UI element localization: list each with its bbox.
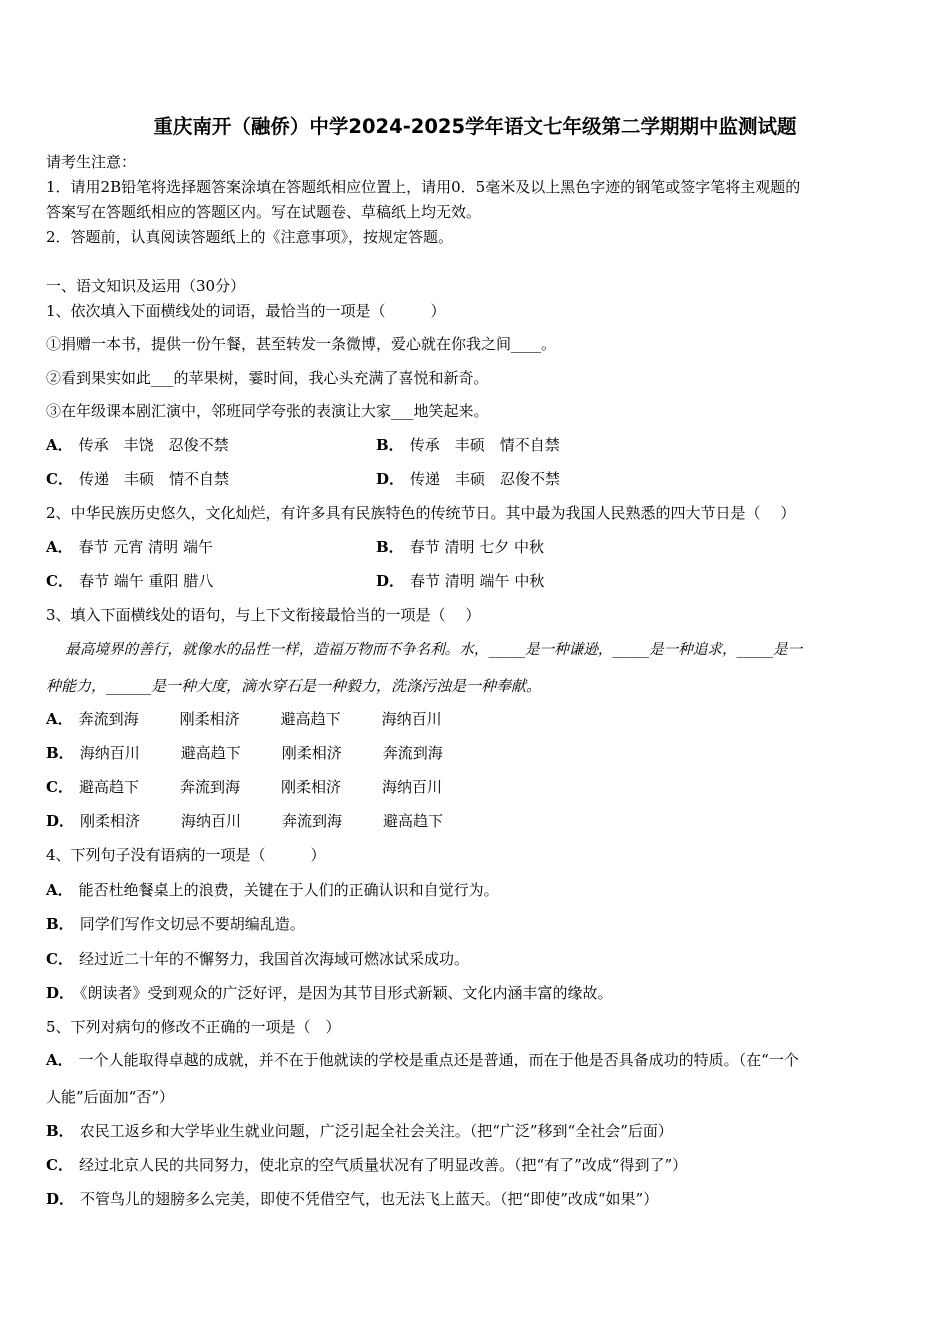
question-1-sentence-2: ②看到果实如此___的苹果树，霎时间，我心头充满了喜悦和新奇。 (46, 369, 489, 387)
option-letter: C． (46, 1156, 73, 1174)
question-5-option-d (46, 1189, 658, 1209)
option-phrase: 奔流到海 (78, 710, 139, 728)
question-1-option-c (46, 469, 229, 489)
option-text: 春节 端午 重阳 腊八 (78, 572, 214, 590)
question-4-option-b (46, 914, 305, 934)
option-letter: B． (46, 915, 74, 933)
option-text: 《朗读者》受到观众的广泛好评，是因为其节目形式新颖、文化内涵丰富的缘故。 (80, 984, 613, 1002)
option-letter: A． (46, 436, 73, 454)
question-1-option-a (46, 435, 229, 455)
option-letter: C． (46, 950, 73, 968)
option-letter: D． (46, 1190, 75, 1208)
option-phrase: 避高趋下 (180, 744, 241, 762)
question-5-option-a (46, 1050, 799, 1070)
question-3-option-b (46, 743, 443, 763)
option-phrase: 刚柔相济 (80, 812, 141, 830)
option-text: 不管鸟儿的翅膀多么完美，即使不凭借空气，也无法飞上蓝天。（把“即使”改成“如果”） (80, 1190, 659, 1208)
option-text: 一个人能取得卓越的成就，并不在于他就读的学校是重点还是普通，而在于他是否具备成功的特质。（在“一个 (78, 1051, 799, 1069)
option-text: 传递 丰硕 情不自禁 (78, 470, 229, 488)
question-4-option-c (46, 949, 469, 969)
question-2-option-a (46, 537, 213, 557)
option-phrase: 刚柔相济 (281, 744, 342, 762)
option-letter: A． (46, 710, 73, 728)
question-3-option-a (46, 709, 442, 729)
option-letter: A． (46, 1051, 73, 1069)
question-4-option-a (46, 880, 499, 900)
option-phrase: 奔流到海 (382, 744, 443, 762)
option-letter: D． (46, 984, 75, 1002)
question-3-option-c (46, 777, 442, 797)
option-letter: B． (46, 1122, 74, 1140)
question-2-stem: 2、中华民族历史悠久，文化灿烂，有许多具有民族特色的传统节日。其中最为我国人民熟悉的四大节日是（ ） (46, 504, 796, 522)
question-5-stem: 5、下列对病句的修改不正确的一项是（ ） (46, 1018, 341, 1036)
option-phrase: 避高趋下 (280, 710, 341, 728)
notice-item-1-line-1: 1．请用2B铅笔将选择题答案涂填在答题纸相应位置上，请用0．5毫米及以上黑色字迹的钢笔或签字笔将主观题的 (46, 178, 801, 196)
notice-heading: 请考生注意： (46, 153, 137, 171)
question-3-stem: 3、填入下面横线处的语句，与上下文衔接最恰当的一项是（ ） (46, 606, 481, 624)
option-letter: D． (376, 470, 405, 488)
question-5-option-c (46, 1155, 687, 1175)
question-2-option-c (46, 571, 213, 591)
question-3-passage-line-2: 种能力，______是一种大度，滴水穿石是一种毅力，洗涤污浊是一种奉献。 (46, 677, 542, 695)
option-phrase: 避高趋下 (383, 812, 444, 830)
question-2-option-d (376, 571, 544, 591)
option-text: 经过北京人民的共同努力，使北京的空气质量状况有了明显改善。（把“有了”改成“得到了”） (78, 1156, 688, 1174)
notice-item-1-line-2: 答案写在答题纸相应的答题区内。写在试题卷、草稿纸上均无效。 (46, 203, 482, 221)
option-letter: C． (46, 470, 73, 488)
section-heading: 一、语文知识及运用（30分） (46, 277, 246, 295)
option-phrase: 奔流到海 (179, 778, 240, 796)
option-letter: D． (46, 812, 75, 830)
option-text: 春节 元宵 清明 端午 (78, 538, 213, 556)
option-text: 春节 清明 七夕 中秋 (409, 538, 544, 556)
option-phrase: 海纳百川 (181, 812, 242, 830)
option-text: 农民工返乡和大学毕业生就业问题，广泛引起全社会关注。（把“广泛”移到“全社会”后面） (79, 1122, 673, 1140)
option-phrase: 避高趋下 (78, 778, 139, 796)
option-phrase: 刚柔相济 (280, 778, 341, 796)
question-4-option-d (46, 983, 613, 1003)
option-letter: A． (46, 538, 73, 556)
question-3-option-d (46, 811, 443, 831)
option-text: 传承 丰饶 忍俊不禁 (78, 436, 229, 454)
option-text: 经过近二十年的不懈努力，我国首次海域可燃冰试采成功。 (78, 950, 469, 968)
option-letter: C． (46, 778, 73, 796)
question-1-stem: 1、依次填入下面横线处的词语，最恰当的一项是（ ） (46, 302, 446, 320)
option-phrase: 奔流到海 (282, 812, 343, 830)
question-1-option-d (376, 469, 560, 489)
question-1-option-b (376, 435, 560, 455)
option-letter: A． (46, 881, 73, 899)
question-1-sentence-1: ①捐赠一本书，提供一份午餐，甚至转发一条微博，爱心就在你我之间____。 (46, 335, 557, 353)
question-5-option-b (46, 1121, 673, 1141)
option-phrase: 海纳百川 (381, 710, 442, 728)
question-3-passage-line-1: 最高境界的善行，就像水的品性一样，造福万物而不争名利。水，_____是一种谦逊，_____是一种追求，_____是一 (46, 641, 803, 658)
option-letter: C． (46, 572, 73, 590)
notice-item-2: 2．答题前，认真阅读答题纸上的《注意事项》，按规定答题。 (46, 228, 454, 246)
option-text: 传承 丰硕 情不自禁 (409, 436, 560, 454)
question-1-sentence-3: ③在年级课本剧汇演中，邻班同学夸张的表演让大家___地笑起来。 (46, 402, 489, 420)
option-text: 春节 清明 端午 中秋 (410, 572, 545, 590)
option-letter: B． (376, 436, 404, 454)
option-text: 同学们写作文切忌不要胡编乱造。 (79, 915, 305, 933)
question-4-stem: 4、下列句子没有语病的一项是（ ） (46, 846, 326, 864)
option-phrase: 海纳百川 (381, 778, 442, 796)
option-text: 能否杜绝餐桌上的浪费，关键在于人们的正确认识和自觉行为。 (78, 881, 499, 899)
option-phrase: 海纳百川 (79, 744, 140, 762)
option-letter: B． (46, 744, 74, 762)
option-text: 传递 丰硕 忍俊不禁 (410, 470, 561, 488)
option-phrase: 刚柔相济 (179, 710, 240, 728)
question-5-option-a-continued: 人能”后面加“否”） (46, 1088, 175, 1106)
page-title: 重庆南开（融侨）中学2024-2025学年语文七年级第二学期期中监测试题 (153, 115, 797, 138)
question-2-option-b (376, 537, 544, 557)
option-letter: D． (376, 572, 405, 590)
option-letter: B． (376, 538, 404, 556)
